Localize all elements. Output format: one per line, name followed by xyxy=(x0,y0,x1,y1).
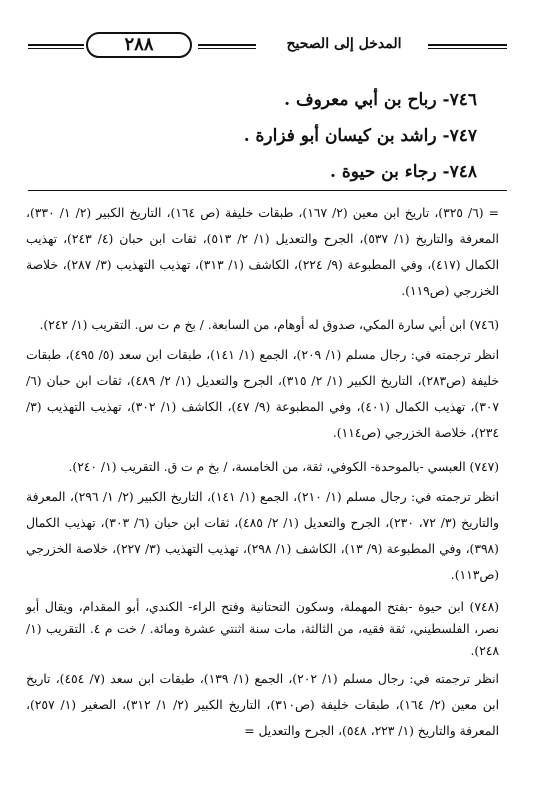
footnote-separator xyxy=(28,190,507,191)
header-rule-middle xyxy=(198,44,256,49)
footnotes xyxy=(26,200,499,748)
entry-746: ٧٤٦- رباح بن أبي معروف . xyxy=(284,90,477,110)
book-title: المدخل إلى الصحيح xyxy=(286,36,402,52)
header-rule-left xyxy=(28,44,84,49)
page-header xyxy=(28,30,507,64)
footnote-746: (٧٤٦) ابن أبي سارة المكي، صدوق له أوهام، من السابعة. / بخ م ت س. التقريب (١/ ٢٤٢). xyxy=(39,318,499,332)
entry-748: ٧٤٨- رجاء بن حيوة . xyxy=(330,162,477,182)
footnote-747: (٧٤٧) العبسي -بالموحدة- الكوفي، ثقة، من الخامسة، / بخ م ت ق. التقريب (١/ ٢٤٠). xyxy=(68,460,499,474)
footnote-747-sources: انظر ترجمته في: رجال مسلم (١/ ٢١٠)، الجمع (١/ ١٤١)، التاريخ الكبير (٢/ ١/ ٢٩٦)، المعرفة والتاريخ (٣/ ٧٢، ٢٣٠)، الجرح والتعديل (١/ ٢/ ٤٨٥)، ثقات ابن حبان (٦/ ٣٠٣)، تهذيب الكمال (٣٩٨)، وفي المطبوعة (٩/ ١٣)، الكاشف (١/ ٢٩٨)، تهذيب التهذيب (٣/ ٢٢٧)، خلاصة الخزرجي (ص١١٣). xyxy=(26,490,499,582)
footnote-748: (٧٤٨) ابن حيوة -بفتح المهملة، وسكون التحتانية وفتح الراء- الكندي، أبو المقدام، ويقال أبو نصر، الفلسطيني، ثقة فقيه، من الثالثة، مات سنة اثنتي عشرة ومائة. / خت م ٤. التقريب (١/ ٢٤٨). xyxy=(26,600,499,658)
footnote-748-sources: انظر ترجمته في: رجال مسلم (١/ ٢٠٢)، الجمع (١/ ١٣٩)، طبقات ابن سعد (٧/ ٤٥٤)، تاريخ ابن معين (٢/ ١٦٤)، طبقات خليفة (ص٣١٠)، التاريخ الكبير (٢/ ١/ ٣١٢)، الصغير (١/ ٢٥٧)، المعرفة والتاريخ (١/ ٢٢٣، ٥٤٨)، الجرح والتعديل = xyxy=(26,672,499,738)
footnote-continuation: = (٦/ ٣٢٥)، تاريخ ابن معين (٢/ ١٦٧)، طبقات خليفة (ص ١٦٤)، التاريخ الكبير (٢/ ١/ ٣٣٠)، المعرفة والتاريخ (١/ ٥٣٧)، الجرح والتعديل (١/ ٢/ ٥١٣)، ثقات ابن حبان (٤/ ٢٤٣)، تهذيب الكمال (٤١٧)، وفي المطبوعة (٩/ ٢٢٤)، الكاشف (١/ ٣١٣)، تهذيب التهذيب (٣/ ٢٨٧)، خلاصة الخزرجي (ص١١٩). xyxy=(26,206,500,298)
narrator-entries xyxy=(57,82,477,190)
footnote-746-sources: انظر ترجمته في: رجال مسلم (١/ ٢٠٩)، الجمع (١/ ١٤١)، طبقات ابن سعد (٥/ ٤٩٥)، طبقات خليفة (ص٢٨٣)، التاريخ الكبير (١/ ٢/ ٣١٥)، الجرح والتعديل (١/ ٢/ ٤٨٩)، ثقات ابن حبان (٦/ ٣٠٧)، تهذيب الكمال (٤٠١)، وفي المطبوعة (٩/ ٤٧)، الكاشف (١/ ٣٠٢)، تهذيب التهذيب (٣/ ٢٣٤)، خلاصة الخزرجي (ص١١٤). xyxy=(26,348,500,440)
header-rule-right xyxy=(428,44,507,49)
entry-747: ٧٤٧- راشد بن كيسان أبو فزارة . xyxy=(243,126,477,146)
page-number: ٢٨٨ xyxy=(86,32,192,58)
